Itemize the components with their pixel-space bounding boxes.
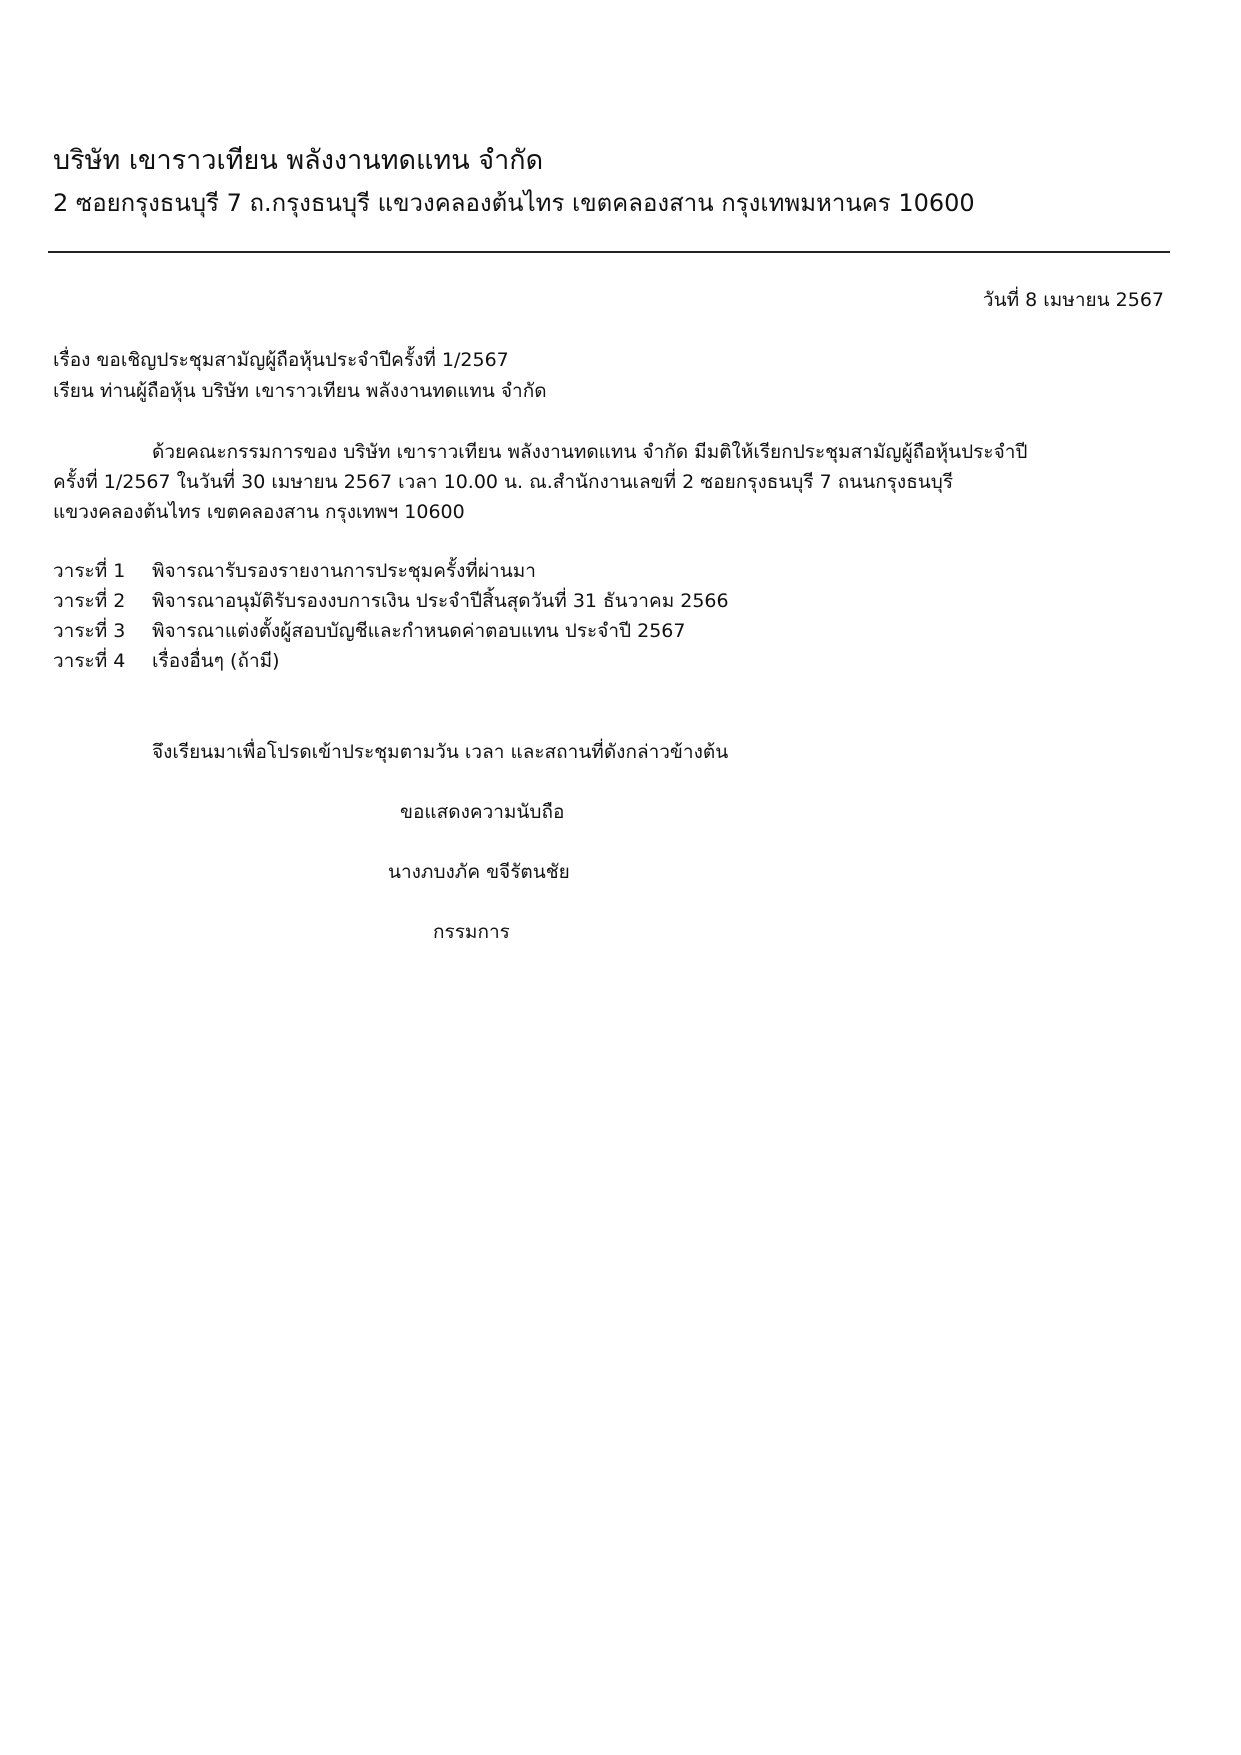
letter-date: วันที่ 8 เมษายน 2567 (982, 289, 1164, 311)
agenda-item (53, 588, 729, 618)
signer-name: นางภบงภัค ขจีรัตนชัย (388, 861, 570, 883)
agenda-item (53, 558, 729, 588)
agenda-list (53, 558, 729, 678)
closing-sentence: จึงเรียนมาเพื่อโปรดเข้าประชุมตามวัน เวลา และสถานที่ดังกล่าวข้างต้น (152, 741, 729, 763)
header-divider (48, 251, 1170, 253)
body-paragraph-line-3: แขวงคลองต้นไทร เขตคลองสาน กรุงเทพฯ 10600 (53, 501, 465, 523)
agenda-text: เรื่องอื่นๆ (ถ้ามี) (152, 650, 280, 672)
company-name: บริษัท เขาราวเทียน พลังงานทดแทน จำกัด (53, 145, 544, 176)
agenda-item (53, 648, 729, 678)
signer-title: กรรมการ (433, 921, 510, 943)
body-paragraph-line-1: ด้วยคณะกรรมการของ บริษัท เขาราวเทียน พลังงานทดแทน จำกัด มีมติให้เรียกประชุมสามัญผู้ถือหุ้นประจำปี (152, 441, 1028, 463)
letter-subject: เรื่อง ขอเชิญประชุมสามัญผู้ถือหุ้นประจำปีครั้งที่ 1/2567 (53, 349, 509, 371)
agenda-number: วาระที่ 3 (53, 620, 126, 642)
agenda-item (53, 618, 729, 648)
body-paragraph-line-2: ครั้งที่ 1/2567 ในวันที่ 30 เมษายน 2567 เวลา 10.00 น. ณ.สำนักงานเลขที่ 2 ซอยกรุงธนบุรี 7 ถนนกรุงธนบุรี (53, 471, 954, 493)
agenda-number: วาระที่ 2 (53, 590, 126, 612)
company-address: 2 ซอยกรุงธนบุรี 7 ถ.กรุงธนบุรี แขวงคลองต้นไทร เขตคลองสาน กรุงเทพมหานคร 10600 (53, 189, 975, 217)
agenda-number: วาระที่ 4 (53, 650, 126, 672)
letter-salutation: เรียน ท่านผู้ถือหุ้น บริษัท เขาราวเทียน พลังงานทดแทน จำกัด (53, 380, 547, 402)
agenda-text: พิจารณาอนุมัติรับรองงบการเงิน ประจำปีสิ้นสุดวันที่ 31 ธันวาคม 2566 (152, 590, 729, 612)
agenda-text: พิจารณาแต่งตั้งผู้สอบบัญชีและกำหนดค่าตอบแทน ประจำปี 2567 (152, 620, 686, 642)
regards-line: ขอแสดงความนับถือ (400, 801, 565, 823)
agenda-text: พิจารณารับรองรายงานการประชุมครั้งที่ผ่านมา (152, 560, 536, 582)
agenda-number: วาระที่ 1 (53, 560, 126, 582)
